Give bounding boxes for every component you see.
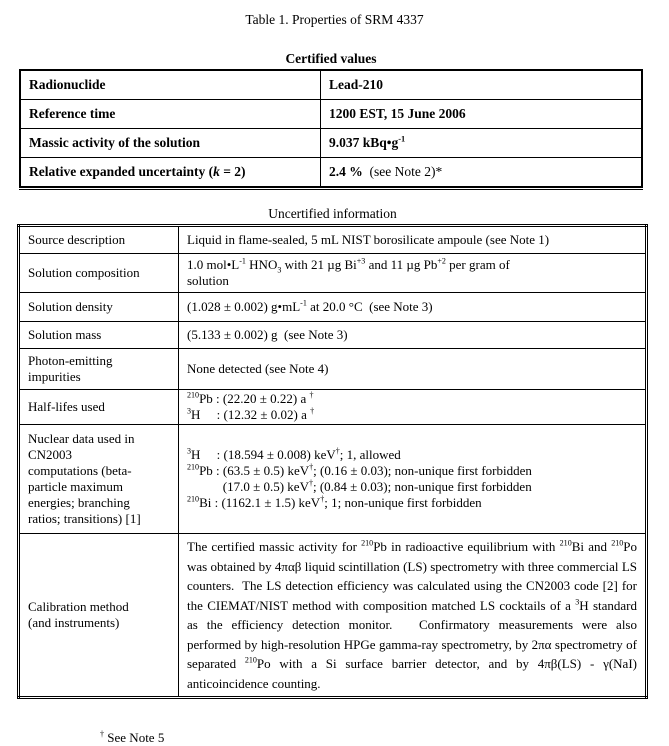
certified-table (19, 69, 643, 188)
row-label: Solution composition (19, 254, 179, 293)
table-row (19, 322, 647, 349)
row-label: Solution density (19, 293, 179, 322)
table-row (20, 158, 642, 188)
table-row (19, 390, 647, 425)
footnote-dagger: † See Note 5 (100, 729, 165, 745)
row-label: Nuclear data used in CN2003 computations (beta- particle maximum energies; branching ratios; transitions) [1] (19, 425, 179, 534)
row-value: None detected (see Note 4) (179, 349, 647, 390)
row-value: The certified massic activity for $^{210}$Pb in radioactive equilibrium with $^{210}$Bi and $^{210}$Po was obtained by 4παβ liquid scintillation (LS) spectrometry with three commercial LS counters. The LS detection efficiency was calculated using the CN2003 code [2] for the CIEMAT/NIST method with composition matched LS cocktails of a $^3$H standard as the efficiency detection monitor. Confirmatory measurements were also performed by high-resolution HPGe gamma-ray spectrometry, by 2πα spectrometry of separated $^{210}$Po with a Si surface barrier detector, and by 4πβ(LS) - γ(NaI) anticoincidence counting. (179, 534, 647, 698)
page-title: Table 1. Properties of SRM 4337 (245, 12, 424, 27)
row-value: (5.133 ± 0.002) g (see Note 3) (179, 322, 647, 349)
row-value: $^{210}$Pb : (22.20 ± 0.22) a † $^3$H : (12.32 ± 0.02) a † (179, 390, 647, 425)
row-label: Photon-emitting impurities (19, 349, 179, 390)
row-value: Liquid in flame-sealed, 5 mL NIST borosilicate ampoule (see Note 1) (179, 226, 647, 254)
value-text: 1200 EST, 15 June 2006 (329, 106, 466, 121)
table-row (20, 100, 642, 129)
row-label: Solution mass (19, 322, 179, 349)
row-label: Relative expanded uncertainty (k = 2) (20, 158, 321, 188)
row-label: Radionuclide (20, 70, 321, 100)
table-row (20, 70, 642, 100)
row-value (321, 70, 643, 100)
row-label: Reference time (20, 100, 321, 129)
table-row (19, 293, 647, 322)
row-value (321, 129, 643, 158)
uncertified-table (17, 224, 648, 699)
table-row (19, 425, 647, 534)
table-row (19, 349, 647, 390)
row-value: $^3$H : (18.594 ± 0.008) keV†; 1, allowed $^{210}$Pb : (63.5 ± 0.5) keV†; (0.16 ± 0.03); non-unique first forbidden (17.0 ± 0.5) keV†; (0.84 ± 0.03); non-unique first forbidden $^{210}$Bi : (1162.1 ± 1.5) keV†; 1; non-unique first forbidden (179, 425, 647, 534)
row-value: (1.028 ± 0.002) $g•mL^{-1}$ at 20.0 °C (see Note 3) (179, 293, 647, 322)
row-label: Half-lifes used (19, 390, 179, 425)
value-text: 2.4 % (329, 164, 363, 179)
row-label: Massic activity of the solution (20, 129, 321, 158)
table-row (19, 226, 647, 254)
value-text: Lead-210 (329, 77, 383, 92)
certified-table-wrap (19, 69, 643, 190)
table-row (19, 254, 647, 293)
certified-heading: Certified values (285, 51, 377, 66)
value-text: 9.037 $kBq•g^{-1}$ (329, 134, 406, 150)
uncertified-heading: Uncertified information (268, 206, 397, 221)
row-label: Calibration method (and instruments) (19, 534, 179, 698)
row-value (321, 100, 643, 129)
table-row (20, 129, 642, 158)
row-value (321, 158, 643, 188)
row-label: Source description (19, 226, 179, 254)
row-value: 1.0 $mol•L^{-1}$ $HNO_3$ with 21 µg $Bi^{+3}$ and 11 µg $Pb^{+2}$ per gram of solution (179, 254, 647, 293)
table-row (19, 534, 647, 698)
value-note: (see Note 2)* (362, 164, 443, 179)
